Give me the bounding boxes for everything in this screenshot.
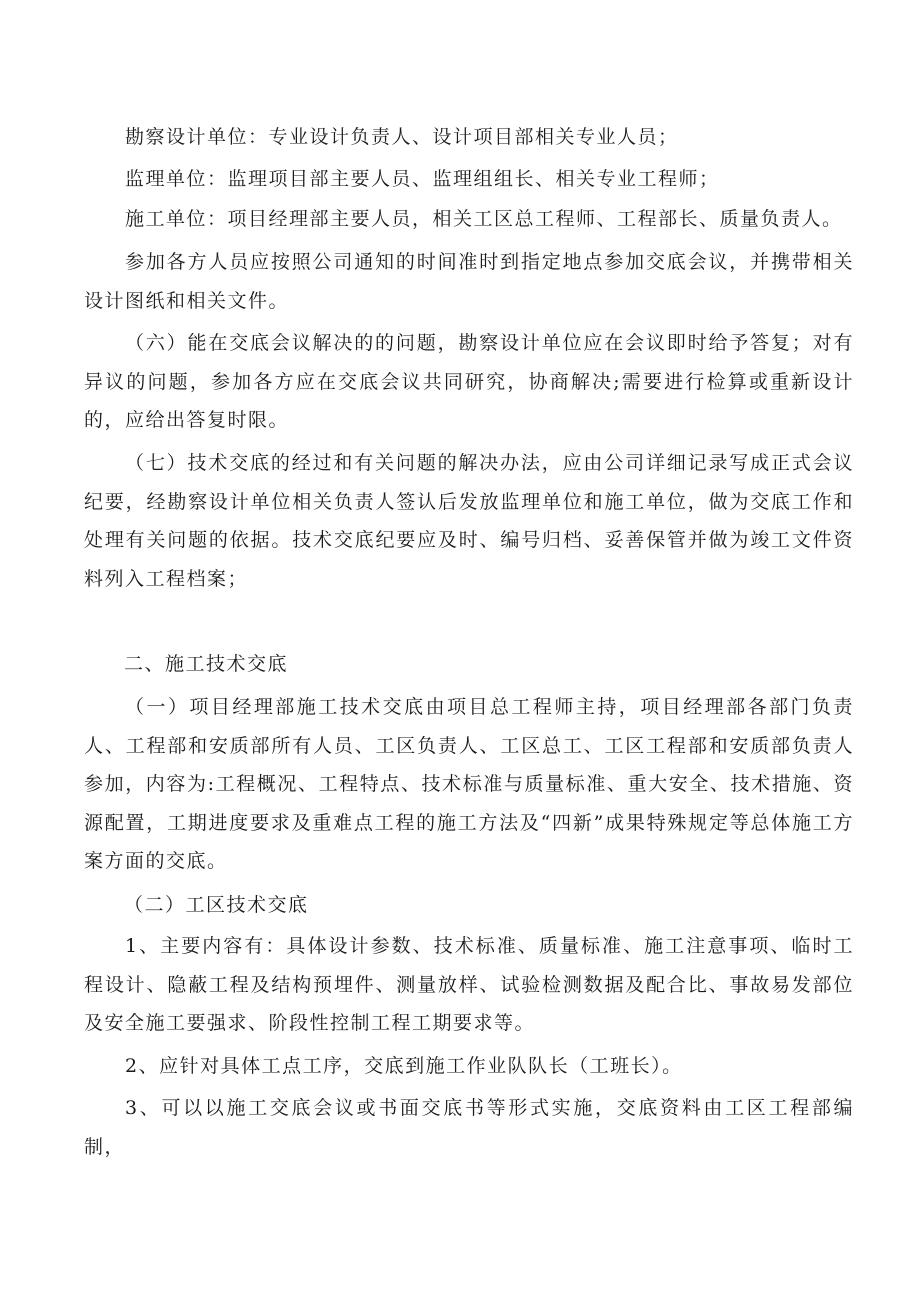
paragraph-site-process: 2、应针对具体工点工序，交底到施工作业队队长（工班长）。	[125, 1055, 683, 1077]
paragraph-item-six: （六）能在交底会议解决的的问题，勘察设计单位应在会议即时给予答复；对有异议的问题，参加各方应在交底会议共同研究，协商解决;需要进行检算或重新设计的，应给出答复时限。	[84, 332, 854, 431]
sub-heading-work-area-disclosure: （二）工区技术交底	[124, 894, 309, 916]
paragraph-attendance: 参加各方人员应按照公司通知的时间准时到指定地点参加交底会议，并携带相关设计图纸和相关文件。	[84, 251, 854, 312]
paragraph-supervision-unit: 监理单位：监理项目部主要人员、监理组组长、相关专业工程师；	[125, 168, 720, 190]
paragraph-survey-design-unit: 勘察设计单位：专业设计负责人、设计项目部相关专业人员；	[125, 126, 679, 148]
paragraph-construction-unit: 施工单位：项目经理部主要人员，相关工区总工程师、工程部长、质量负责人。	[125, 208, 843, 230]
paragraph-implementation-form: 3、可以以施工交底会议或书面交底书等形式实施，交底资料由工区工程部编制，	[84, 1097, 854, 1158]
paragraph-item-seven: （七）技术交底的经过和有关问题的解决办法，应由公司详细记录写成正式会议纪要，经勘察设计单位相关负责人签认后发放监理单位和施工单位，做为交底工作和处理有关问题的依据。技术交底纪要应及时、编号归档、妥善保管并做为竣工文件资料列入工程档案；	[84, 452, 854, 590]
paragraph-sub-item-one: （一）项目经理部施工技术交底由项目总工程师主持，项目经理部各部门负责人、工程部和安质部所有人员、工区负责人、工区总工、工区工程部和安质部负责人参加，内容为:工程概况、工程特点、技术标准与质量标准、重大安全、技术措施、资源配置，工期进度要求及重难点工程的施工方法及“四新”成果特殊规定等总体施工方案方面的交底。	[84, 696, 854, 872]
section-heading-construction-disclosure: 二、施工技术交底	[124, 653, 289, 675]
paragraph-main-content: 1、主要内容有：具体设计参数、技术标准、质量标准、施工注意事项、临时工程设计、隐蔽工程及结构预埋件、测量放样、试验检测数据及配合比、事故易发部位及安全施工要强求、阶段性控制工程工期要求等。	[84, 935, 854, 1034]
